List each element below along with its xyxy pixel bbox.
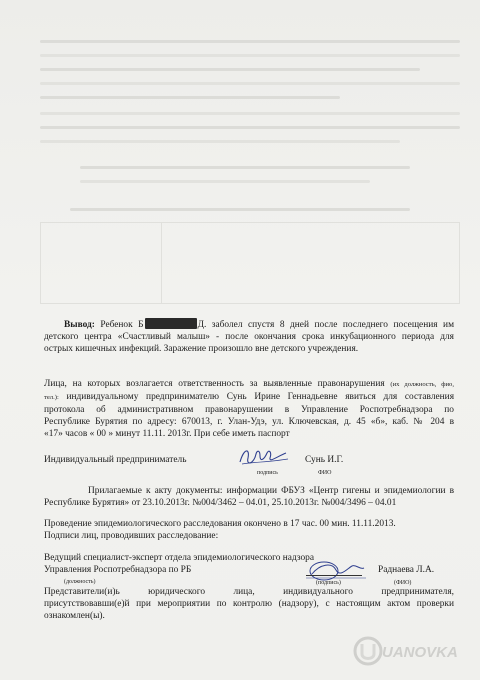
responsible-section bbox=[44, 378, 454, 440]
bleed-through-line bbox=[70, 208, 410, 211]
signature-caption: подпись bbox=[257, 470, 278, 476]
bleed-through-table bbox=[40, 222, 460, 304]
bleed-through-line bbox=[80, 180, 370, 183]
representatives-line: присутствовавши(е)й при мероприятии по контролю (надзору), с настоящим актом проверки bbox=[44, 599, 454, 609]
representatives-line: Представители(и)ь юридического лица, индивидуального предпринимателя, bbox=[44, 587, 454, 597]
entrepreneur-signature-row bbox=[44, 450, 454, 478]
entrepreneur-name: Сунь И.Г. bbox=[305, 455, 344, 465]
responsible-text: Лица, на которых возлагается ответственность за выявленные правонарушения bbox=[44, 379, 385, 389]
bleed-through-line bbox=[40, 68, 420, 71]
bleed-through-line bbox=[40, 96, 340, 99]
representatives-line: ознакомлен(ы). bbox=[44, 611, 105, 621]
site-watermark bbox=[348, 630, 466, 672]
bleed-through-line bbox=[40, 40, 460, 43]
specialist-name: Раднаева Л.А. bbox=[378, 565, 435, 575]
responsible-note: тел.): bbox=[44, 394, 59, 401]
specialist-department: Управления Роспотребнадзора по РБ bbox=[44, 565, 192, 575]
attachments-line: Прилагаемые к акту документы: информации ФБУЗ «Центр гигены и эпидемиологии в bbox=[88, 486, 454, 496]
position-caption: (должность) bbox=[64, 579, 96, 585]
responsible-text: индивидуальному предпринимателю Сунь Ирине Геннадьевне явиться для составления bbox=[66, 392, 455, 402]
responsible-line: «17» часов « 00 » минут 11.11. 2013г. При себе иметь паспорт bbox=[44, 429, 290, 439]
investigation-signatures: Подписи лиц, проводивших расследование: bbox=[44, 531, 219, 541]
name-caption: (ФИО) bbox=[394, 580, 412, 586]
representatives-section bbox=[44, 586, 454, 622]
entrepreneur-label: Индивидуальный предприниматель bbox=[44, 455, 187, 465]
bleed-through-line bbox=[80, 166, 410, 169]
conclusion-text: Ребенок Б bbox=[100, 320, 144, 330]
responsible-line: Республике Бурятия по адресу: 670013, г. Улан-Удэ, ул. Ключевская, д. 45 «б», каб. № 204 в bbox=[44, 417, 454, 427]
bleed-through-line bbox=[40, 54, 460, 57]
investigation-finished: Проведение эпидемиологического расследования окончено в 17 час. 00 мин. 11.11.2013. bbox=[44, 519, 396, 529]
attachments-section bbox=[44, 485, 454, 509]
name-caption: ФИО bbox=[318, 470, 332, 476]
bleed-through-line bbox=[40, 126, 460, 129]
bleed-through-line bbox=[40, 82, 460, 85]
specialist-signature-block bbox=[44, 552, 454, 584]
conclusion-label: Вывод: bbox=[64, 320, 95, 330]
signature-caption: (подпись) bbox=[316, 580, 341, 586]
conclusion-text: Д. заболел спустя 8 дней после последнего посещения им bbox=[197, 320, 454, 330]
bleed-through-line bbox=[40, 140, 400, 143]
signature-underline bbox=[306, 575, 362, 576]
watermark-logo-icon bbox=[348, 630, 466, 672]
attachments-line: Республике Бурятия» от 23.10.2013г. №004/3462 – 04.01, 25.10.2013г. №004/3496 – 04.01 bbox=[44, 498, 397, 508]
conclusion-line: острых кишечных инфекций. Заражение произошло вне детского учреждения. bbox=[44, 344, 359, 354]
redaction-mark bbox=[145, 318, 197, 329]
responsible-line: протокола об административном правонарушении в Управление Роспотребнадзора по bbox=[44, 405, 454, 415]
conclusion-line: детского центра «Счастливый малыш» - после окончания срока инкубационного периода для bbox=[44, 332, 454, 342]
specialist-position: Ведущий специалист-эксперт отдела эпидемиологического надзора bbox=[44, 553, 315, 563]
watermark-text: UANOVKA bbox=[382, 644, 458, 661]
bleed-through-line bbox=[40, 112, 460, 115]
investigation-section bbox=[44, 518, 454, 542]
conclusion-section bbox=[44, 318, 454, 355]
responsible-note: (их должность, фио, bbox=[390, 381, 455, 388]
